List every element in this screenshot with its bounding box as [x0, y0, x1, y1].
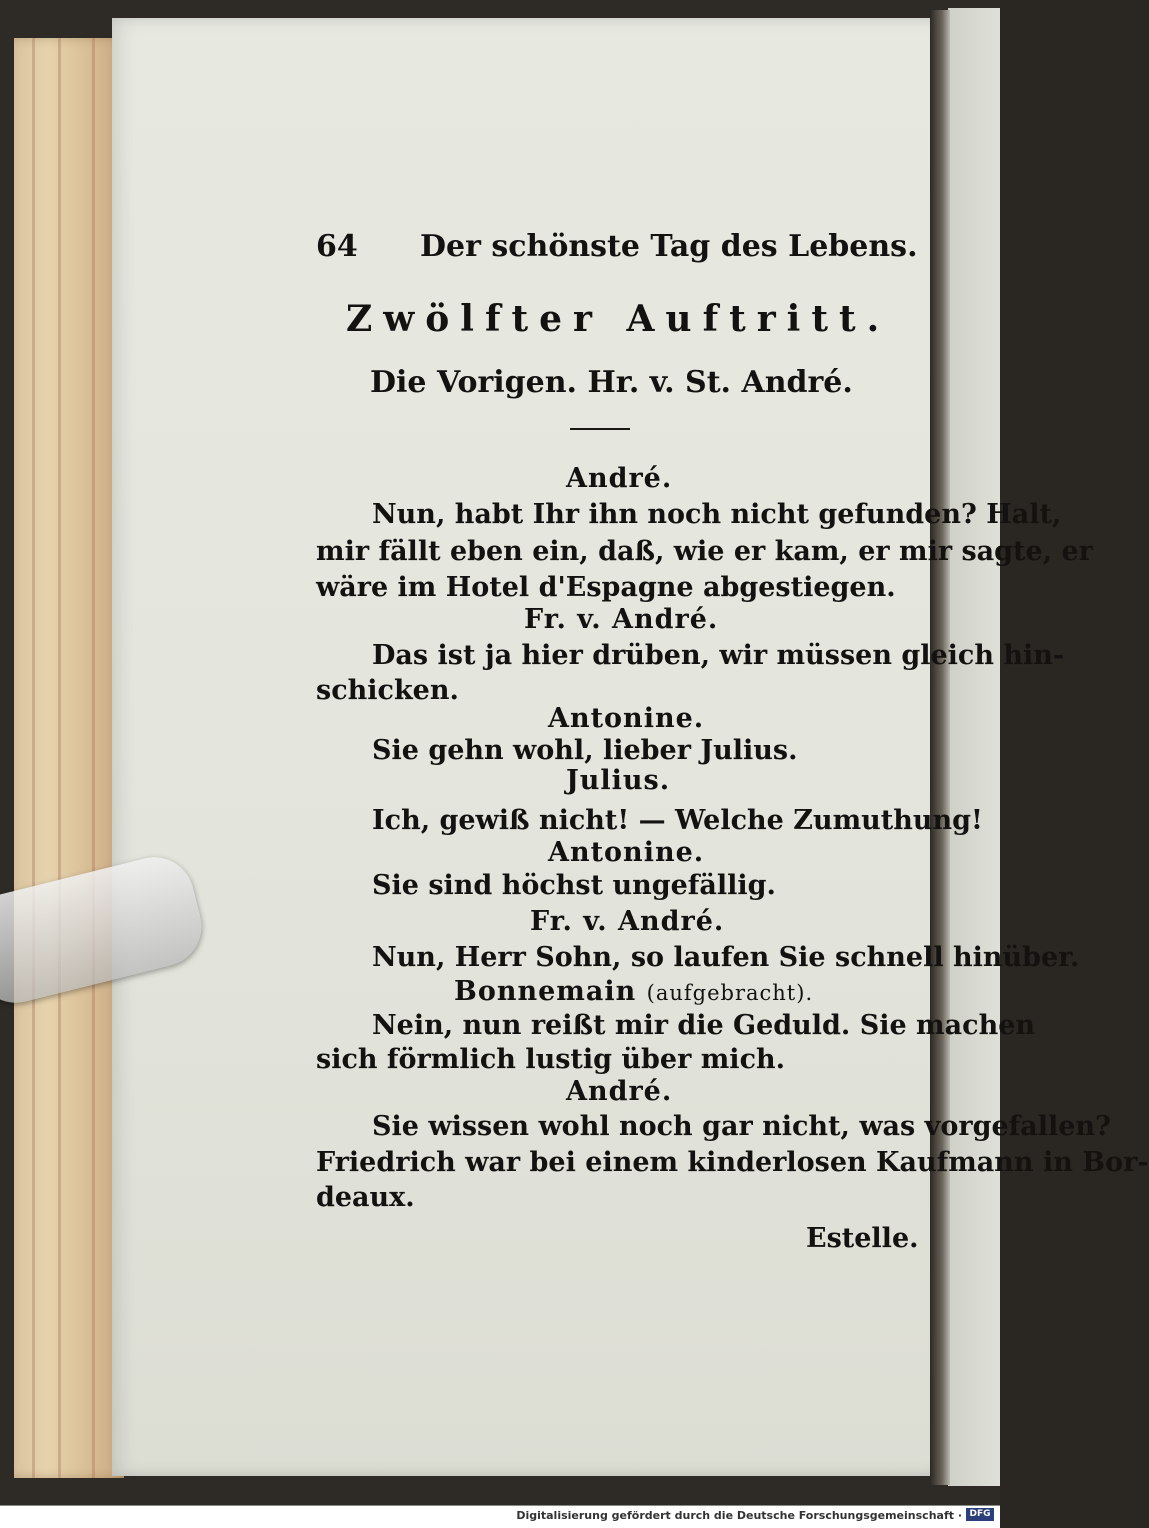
page-number: 64	[316, 229, 358, 264]
speaker-name: Bonnemain (aufgebracht).	[454, 976, 814, 1007]
catchword: Estelle.	[806, 1223, 919, 1254]
dialogue-line: sich förmlich lustig über mich.	[316, 1044, 786, 1075]
digitization-credit: Digitalisierung gefördert durch die Deutsche Forschungsgemeinschaft ·	[516, 1509, 962, 1522]
dialogue-line: Nein, nun reißt mir die Geduld. Sie machen	[372, 1010, 1036, 1041]
speaker-name: Fr. v. André.	[530, 906, 725, 937]
speaker-name: Fr. v. André.	[524, 604, 719, 635]
divider-rule	[570, 428, 630, 430]
speaker-name: Julius.	[566, 765, 671, 796]
running-title: Der schönste Tag des Lebens.	[420, 229, 918, 264]
dialogue-line: Das ist ja hier drüben, wir müssen gleich hin-	[372, 640, 1065, 671]
scene-heading: Zwölfter Auftritt.	[346, 298, 891, 340]
dialogue-line: Sie wissen wohl noch gar nicht, was vorgefallen?	[372, 1111, 1111, 1142]
speaker-name: Antonine.	[548, 703, 705, 734]
dialogue-line: Sie sind höchst ungefällig.	[372, 870, 776, 901]
speaker-name: André.	[566, 1076, 673, 1107]
dialogue-line: Nun, Herr Sohn, so laufen Sie schnell hinüber.	[372, 942, 1080, 973]
dialogue-line: Ich, gewiß nicht! — Welche Zumuthung!	[372, 805, 983, 836]
dialogue-line: Friedrich war bei einem kinderlosen Kaufmann in Bor-	[316, 1147, 1149, 1178]
stage-direction: (aufgebracht).	[646, 981, 814, 1005]
dialogue-line: Sie gehn wohl, lieber Julius.	[372, 735, 798, 766]
scene-cast: Die Vorigen. Hr. v. St. André.	[370, 365, 853, 400]
speaker-name: Antonine.	[548, 837, 705, 868]
dialogue-line: mir fällt eben ein, daß, wie er kam, er mir sagte, er	[316, 536, 1093, 567]
dialogue-line: Nun, habt Ihr ihn noch nicht gefunden? Halt,	[372, 499, 1062, 530]
dialogue-line: wäre im Hotel d'Espagne abgestiegen.	[316, 572, 896, 603]
speaker-name: André.	[566, 463, 673, 494]
dialogue-line: schicken.	[316, 675, 459, 706]
dfg-logo: DFG	[966, 1508, 994, 1521]
dialogue-line: deaux.	[316, 1182, 415, 1213]
